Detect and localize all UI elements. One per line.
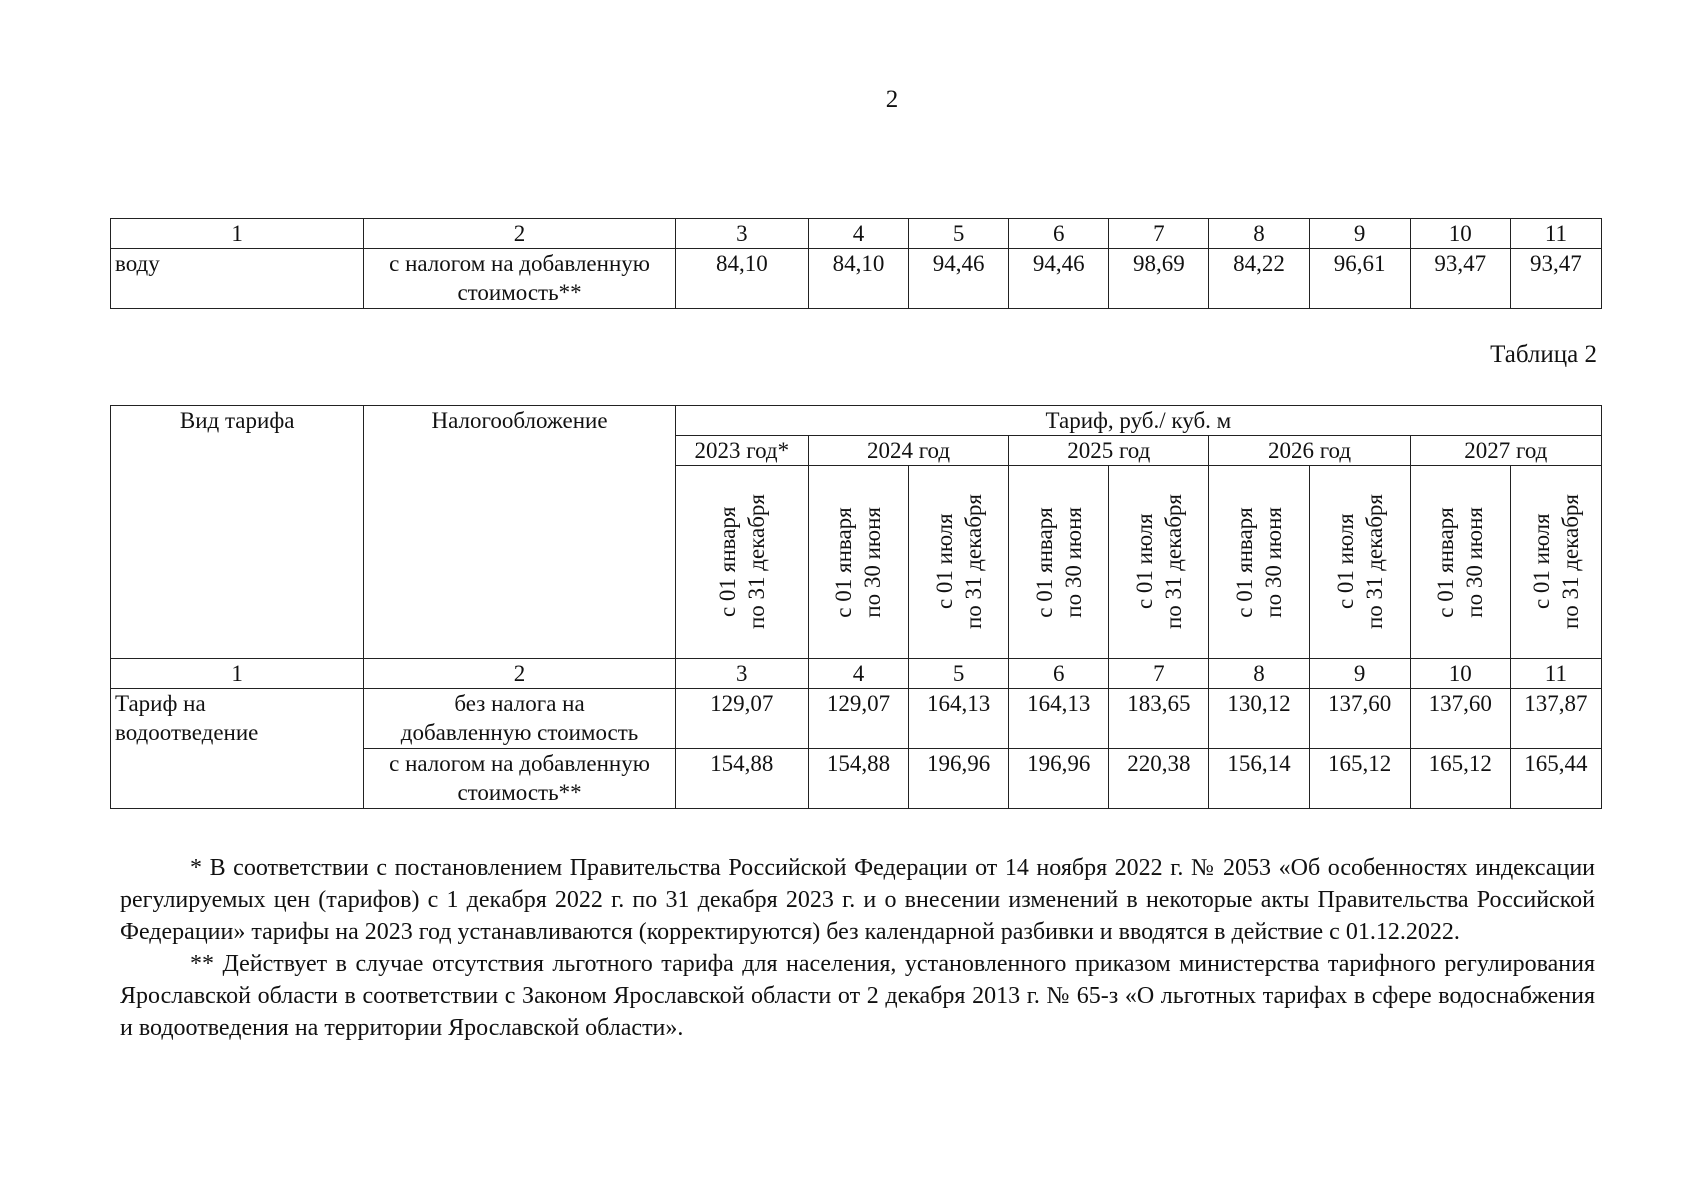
value-cell: 84,10 <box>808 249 908 309</box>
period-header <box>1009 466 1109 659</box>
value-cell: 164,13 <box>909 689 1009 749</box>
value-cell: 196,96 <box>1009 749 1109 809</box>
value-cell: 129,07 <box>675 689 808 749</box>
value-cell: 94,46 <box>909 249 1009 309</box>
col-number: 2 <box>364 219 675 249</box>
period-line: по 30 июня <box>860 506 886 618</box>
value-cell: 164,13 <box>1009 689 1109 749</box>
period-line: по 31 декабря <box>743 494 769 630</box>
taxation-header: Налогообложение <box>364 406 675 659</box>
value-cell: 165,44 <box>1510 749 1601 809</box>
value-cell: 84,22 <box>1209 249 1309 309</box>
tax-text: добавленную стоимость <box>400 720 639 745</box>
footnotes <box>120 852 1595 1044</box>
tax-cell <box>364 249 675 309</box>
col-number: 4 <box>808 659 908 689</box>
tariff-unit-header: Тариф, руб./ куб. м <box>675 406 1601 436</box>
period-header <box>1209 466 1309 659</box>
period-header <box>1410 466 1510 659</box>
period-header <box>1309 466 1410 659</box>
table-caption: Таблица 2 <box>1490 341 1597 368</box>
period-header <box>808 466 908 659</box>
col-number: 10 <box>1410 659 1510 689</box>
tariff-table-continuation <box>110 218 1602 309</box>
table-row <box>111 689 1602 749</box>
period-line: по 31 декабря <box>1361 494 1387 630</box>
period-line: по 30 июня <box>1060 506 1086 618</box>
year-header: 2026 год <box>1209 436 1410 466</box>
value-cell: 130,12 <box>1209 689 1309 749</box>
period-line: по 31 декабря <box>960 494 986 630</box>
tariff-table-2 <box>110 405 1602 809</box>
value-cell: 156,14 <box>1209 749 1309 809</box>
col-number: 6 <box>1009 219 1109 249</box>
row-label: воду <box>111 249 364 309</box>
year-header: 2023 год* <box>675 436 808 466</box>
column-number-row <box>111 219 1602 249</box>
year-header: 2027 год <box>1410 436 1601 466</box>
table-row <box>111 249 1602 309</box>
value-cell: 165,12 <box>1309 749 1410 809</box>
col-number: 3 <box>675 659 808 689</box>
value-cell: 93,47 <box>1510 249 1601 309</box>
value-cell: 137,60 <box>1410 689 1510 749</box>
footnote: ** Действует в случае отсутствия льготного тарифа для населения, установленного приказом министерства тарифного регулирования Ярославской области в соответствии с Законом Ярославской области от 2 декабря 2013 г. № 65-з «О льготных тарифах в сфере водоснабжения и водоотведения на территории Ярославской области». <box>120 951 1595 1041</box>
tax-text: с налогом на добавленную <box>389 751 650 776</box>
col-number: 1 <box>111 659 364 689</box>
value-cell: 98,69 <box>1109 249 1209 309</box>
col-number: 4 <box>808 219 908 249</box>
value-cell: 96,61 <box>1309 249 1410 309</box>
col-number: 10 <box>1410 219 1510 249</box>
value-cell: 137,87 <box>1510 689 1601 749</box>
period-header <box>1510 466 1601 659</box>
row-label <box>111 689 364 809</box>
col-number: 5 <box>909 659 1009 689</box>
tax-text: стоимость** <box>457 780 582 805</box>
period-line: с 01 января <box>1231 506 1257 618</box>
period-line: с 01 июля <box>1131 514 1157 610</box>
period-line: по 31 декабря <box>1557 494 1583 630</box>
col-number: 7 <box>1109 219 1209 249</box>
year-header: 2025 год <box>1009 436 1209 466</box>
period-line: с 01 января <box>1031 506 1057 618</box>
col-number: 7 <box>1109 659 1209 689</box>
column-number-row <box>111 659 1602 689</box>
col-number: 5 <box>909 219 1009 249</box>
period-header <box>909 466 1009 659</box>
col-number: 9 <box>1309 219 1410 249</box>
tax-text: с налогом на добавленную <box>389 251 650 276</box>
header-row <box>111 406 1602 436</box>
col-number: 1 <box>111 219 364 249</box>
value-cell: 94,46 <box>1009 249 1109 309</box>
period-line: по 30 июня <box>1260 506 1286 618</box>
footnote: * В соответствии с постановлением Правительства Российской Федерации от 14 ноября 2022 г. № 2053 «Об особенностях индексации регулируемых цен (тарифов) с 1 декабря 2022 г. по 31 декабря 2023 г. и о внесении изменений в некоторые акты Правительства Российской Федерации» тарифы на 2023 год устанавливаются (корректируются) без календарной разбивки и вводятся в действие с 01.12.2022. <box>120 855 1595 945</box>
period-line: с 01 июля <box>1332 514 1358 610</box>
value-cell: 84,10 <box>675 249 808 309</box>
col-number: 11 <box>1510 659 1601 689</box>
period-line: с 01 января <box>714 506 740 618</box>
period-line: с 01 января <box>831 506 857 618</box>
period-line: с 01 июля <box>931 514 957 610</box>
row-label-text: Тариф на <box>115 691 206 716</box>
year-header: 2024 год <box>808 436 1008 466</box>
page-number: 2 <box>885 86 899 113</box>
value-cell: 196,96 <box>909 749 1009 809</box>
col-number: 9 <box>1309 659 1410 689</box>
col-number: 11 <box>1510 219 1601 249</box>
value-cell: 220,38 <box>1109 749 1209 809</box>
tax-text: без налога на <box>454 691 585 716</box>
value-cell: 154,88 <box>808 749 908 809</box>
period-line: по 31 декабря <box>1160 494 1186 630</box>
col-number: 8 <box>1209 219 1309 249</box>
col-number: 2 <box>364 659 675 689</box>
period-line: с 01 июля <box>1528 514 1554 610</box>
period-line: по 30 июня <box>1462 506 1488 618</box>
tariff-type-header: Вид тарифа <box>111 406 364 659</box>
value-cell: 154,88 <box>675 749 808 809</box>
col-number: 3 <box>675 219 808 249</box>
value-cell: 129,07 <box>808 689 908 749</box>
value-cell: 183,65 <box>1109 689 1209 749</box>
period-header <box>675 466 808 659</box>
value-cell: 137,60 <box>1309 689 1410 749</box>
row-label-text: водоотведение <box>115 720 259 745</box>
tax-cell <box>364 689 675 749</box>
col-number: 8 <box>1209 659 1309 689</box>
tax-cell <box>364 749 675 809</box>
col-number: 6 <box>1009 659 1109 689</box>
period-header <box>1109 466 1209 659</box>
tax-text: стоимость** <box>457 280 582 305</box>
value-cell: 165,12 <box>1410 749 1510 809</box>
value-cell: 93,47 <box>1410 249 1510 309</box>
period-line: с 01 января <box>1433 506 1459 618</box>
